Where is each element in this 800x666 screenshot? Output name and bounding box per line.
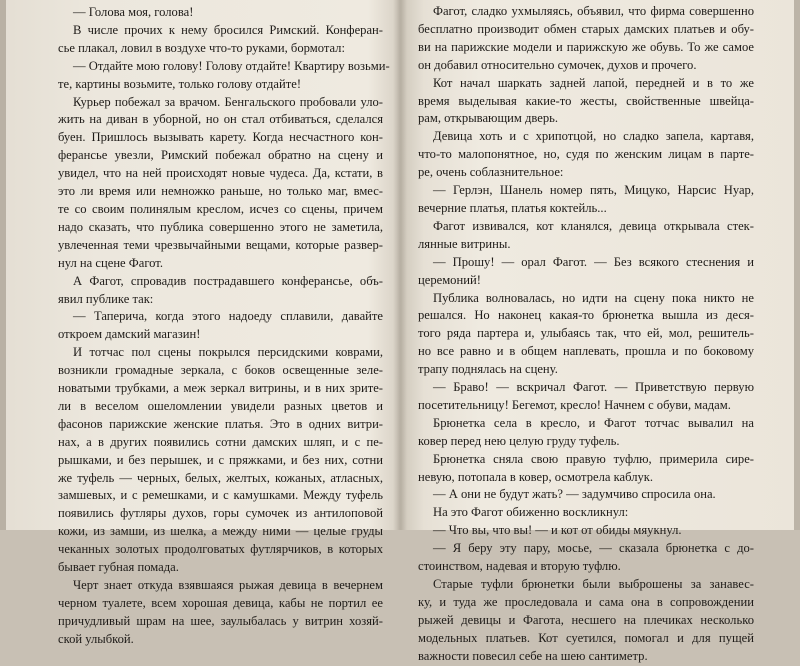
text-line: буен. Пришлось вызывать карету. Когда несчастного кон- bbox=[58, 130, 383, 145]
text-line: замшевых, и с ремешками, и с камушками. Между туфель bbox=[58, 488, 383, 503]
text-line: — Я беру эту пару, мосье, — сказала брюнетка с до- bbox=[433, 541, 754, 556]
text-line: нах, а в других появились сотни дамских шляп, и с пе- bbox=[58, 434, 383, 449]
text-line: ковер перед нею целую груду туфель. bbox=[418, 433, 620, 448]
text-line: явил публике так: bbox=[58, 291, 154, 306]
text-line: трапу поднялась на сцену. bbox=[418, 362, 558, 377]
text-line: — А они не будут жать? — задумчиво спросила она. bbox=[433, 487, 716, 502]
text-line: Кот начал шаркать задней лапой, передней и в то же bbox=[433, 75, 754, 90]
right-page bbox=[418, 0, 754, 663]
text-line: ферансье увезли, Римский побежал обратно на сцену и bbox=[58, 148, 383, 163]
text-line: — Отдайте мою голову! Голову отдайте! Квартиру возьми- bbox=[73, 58, 390, 73]
text-line: — Что вы, что вы! — и кот от обиды мяукнул. bbox=[433, 523, 682, 538]
text-line: вечерние платья, платья коктейль... bbox=[418, 200, 607, 215]
text-line: На это Фагот обиженно воскликнул: bbox=[433, 505, 629, 520]
text-line: ви на парижские модели и парижскую же обувь. То же самое bbox=[418, 39, 754, 54]
text-line: того ряда партера и, улыбаясь так, что ей, мол, решитель- bbox=[418, 326, 754, 341]
text-line: важности повесил себе на шею сантиметр. bbox=[418, 648, 648, 663]
text-line: Старые туфли брюнетки были выброшены за занавес- bbox=[433, 577, 754, 591]
text-line: модельных платьев. Кот суетился, помогал и для пущей bbox=[418, 630, 754, 645]
text-line: лянные витрины. bbox=[418, 236, 511, 251]
text-line: Черт знает откуда взявшаяся рыжая девица в вечернем bbox=[73, 578, 383, 592]
text-line: что-то малопонятное, но, судя по женским лицам в парте- bbox=[418, 147, 754, 162]
text-line: откроем дамский магазин! bbox=[58, 327, 201, 342]
text-line: рыжей девицы и Фагота, несшего на плечиках несколько bbox=[418, 612, 754, 627]
text-line: решался. Но наконец какая-то брюнетка вышла из деся- bbox=[418, 308, 754, 323]
book-gutter bbox=[393, 0, 407, 530]
text-line: А Фагот, спровадив пострадавшего конферансье, объ- bbox=[73, 273, 383, 288]
text-line: жить на диван в уборной, но он стал отбиваться, сделался bbox=[58, 112, 383, 127]
text-line: В числе прочих к нему бросился Римский. Конферан- bbox=[73, 22, 383, 37]
text-line: но все равно и в общем наплевать, прошла и по боковому bbox=[418, 344, 754, 359]
book-edge-right bbox=[794, 0, 800, 530]
text-line: сье плакал, ловил в воздухе что-то руками, бормотал: bbox=[58, 40, 345, 55]
text-line: Брюнетка села в кресло, и Фагот тотчас вывалил на bbox=[433, 415, 754, 430]
text-line: причудливый шрам на шее, заулыбалась у витрин хозяй- bbox=[58, 613, 383, 628]
text-line: Брюнетка сняла свою правую туфлю, примерила сире- bbox=[433, 451, 754, 466]
text-line: увидел, что на ней происходят новые чудеса. Да, кстати, в bbox=[58, 166, 383, 181]
text-line: это ли время или немножко раньше, но только маг, вмес- bbox=[58, 184, 383, 199]
text-line: — Браво! — вскричал Фагот. — Приветствую первую bbox=[433, 380, 754, 395]
left-page bbox=[58, 0, 390, 646]
text-line: рышками, и без перышек, и с пряжками, и без них, сотни bbox=[58, 452, 383, 467]
text-line: бесплатно производит обмен старых дамских платьев и обу- bbox=[418, 21, 754, 36]
text-line: И тотчас пол сцены покрылся персидскими коврами, bbox=[73, 345, 383, 360]
text-line: те со своим полинялым креслом, исчез со сцены, причем bbox=[58, 201, 383, 216]
text-line: ской улыбкой. bbox=[58, 631, 134, 646]
text-line: невую, потопала в ковер, осмотрела каблук. bbox=[418, 469, 654, 484]
text-line: ку, и туда же проследовала и сама она в сопровождении bbox=[418, 594, 754, 609]
text-line: Публика волновалась, но идти на сцену пока никто не bbox=[433, 290, 754, 305]
text-line: те, картины возьмите, только голову отдайте! bbox=[58, 76, 302, 91]
text-line: посетительницу! Бегемот, кресло! Начнем с обуви, мадам. bbox=[418, 397, 731, 412]
left-page-text bbox=[58, 0, 390, 649]
text-line: фасонов парижские женские платья. Это в одних витри- bbox=[58, 416, 383, 431]
text-line: же туфель — черных, белых, желтых, кожаных, атласных, bbox=[58, 470, 383, 485]
text-line: бывает губная помада. bbox=[58, 560, 179, 575]
text-line: рам, открывающим дверь. bbox=[418, 111, 559, 126]
text-line: он добавил относительно сумочек, духов и прочего. bbox=[418, 57, 697, 72]
text-line: увлеченная теми чрезвычайными вещами, которые развер- bbox=[58, 237, 383, 252]
text-line: — Герлэн, Шанель номер пять, Мицуко, Нарсис Нуар, bbox=[433, 183, 754, 198]
text-line: — Голова моя, голова! bbox=[73, 5, 194, 19]
text-line: церемоний! bbox=[418, 272, 481, 287]
text-line: появились футляры духов, горы сумочек из антилоповой bbox=[58, 506, 383, 521]
text-line: Фагот извивался, кот кланялся, девица открывала стек- bbox=[433, 218, 754, 233]
text-line: — Таперича, когда этого надоеду сплавили, давайте bbox=[73, 309, 383, 324]
text-line: чеканных золотых продолговатых футлярчиков, в которых bbox=[58, 542, 383, 557]
text-line: стоинством, надевая и вторую туфлю. bbox=[418, 559, 621, 574]
text-line: возникли громадные зеркала, с боков освещенные зеле- bbox=[58, 363, 383, 378]
text-line: — Прошу! — орал Фагот. — Без всякого стеснения и bbox=[433, 254, 754, 269]
text-line: нул на сцене Фагот. bbox=[58, 255, 164, 270]
text-line: новатыми трубками, а меж зеркал витрины, и в них зрите- bbox=[58, 381, 383, 396]
text-line: кожи, из замши, из шелка, а между ними — целые груды bbox=[58, 524, 383, 539]
book-edge-left bbox=[0, 0, 6, 530]
text-line: время выделывая какие-то жесты, свойственные швейца- bbox=[418, 93, 754, 108]
text-line: Девица хоть и с хрипотцой, но сладко запела, картавя, bbox=[433, 129, 754, 144]
text-line: Фагот, сладко ухмыляясь, объявил, что фирма совершенно bbox=[433, 4, 754, 18]
text-line: Курьер побежал за врачом. Бенгальского пробовали уло- bbox=[73, 94, 383, 109]
text-line: ли в веселом ошеломлении увидели разных цветов и bbox=[58, 398, 383, 413]
text-line: черном туалете, всем хорошая девица, кабы не портил ее bbox=[58, 595, 383, 610]
text-line: надо сказать, что публика совершенно этого не заметила, bbox=[58, 219, 383, 234]
text-line: ре, очень соблазнительное: bbox=[418, 165, 564, 180]
right-page-text bbox=[418, 0, 754, 666]
